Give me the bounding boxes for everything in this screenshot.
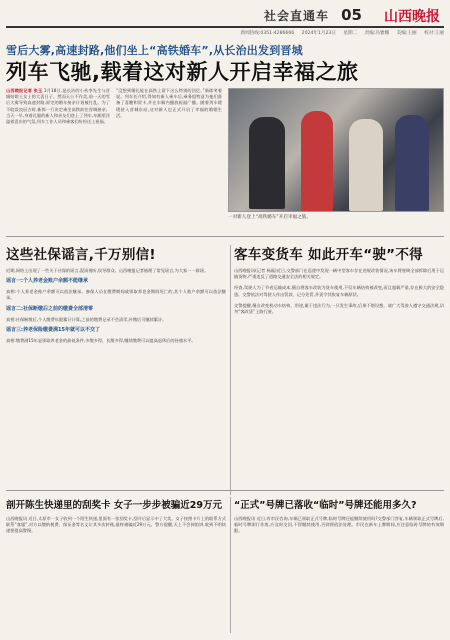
photo-caption: 一对新人登上“高铁婚车”开启幸福之旅。 <box>228 215 311 220</box>
lead-story-header <box>6 42 444 84</box>
lead-column-2 <box>116 88 222 228</box>
rumor-1-text: 真相:个人养老金账户余额可以依法继承。参保人员在缴费期间或领取养老金期间死亡的,其个人账户余额可以依法继承。 <box>6 289 226 301</box>
rumor-1-head: 谣言一:个人养老金账户余额不能继承 <box>6 278 89 285</box>
bus-to-truck-story <box>234 243 444 315</box>
lead-kicker: 雪后大雾,高速封路,他们坐上“高铁婚车”,从长治出发到晋城 <box>6 44 303 57</box>
rumor-3-text: 真相:缴费满15年是领取养老金的最低条件,多缴多得、长缴多得,继续缴费可以提高退休后的待遇水平。 <box>6 337 196 343</box>
lead-photo <box>228 88 444 212</box>
rumor-2-head: 谣言二:社保断缴后之前的缴费全部清零 <box>6 305 94 312</box>
lead-byline: 山西晚报记者 张玉 <box>6 88 43 93</box>
meta-hotline: 新闻热线:0351-4286666 <box>240 31 295 36</box>
bottom-column-divider <box>230 497 231 633</box>
rumor-2-text: 真相:社保断缴后,个人缴费年限累计计算,之前的缴费记录不会清零,补缴后可继续累计。 <box>6 316 167 322</box>
plate-title: “正式”号牌已落收“临时”号牌还能用多久? <box>234 500 417 511</box>
social-security-story <box>6 243 226 344</box>
rumor-3-head: 谣言三:养老保险缴费满15年就可以不交了 <box>6 326 100 333</box>
column-divider <box>230 245 231 495</box>
photo-person-3 <box>349 119 383 211</box>
social-security-title: 这些社保谣言,千万别信! <box>6 247 156 263</box>
lead-col2-text: “没想到婚礼能在高铁上留下这么特别的回忆。”新郎笑着说。列车长介绍,得知有新人乘车后,乘务组特意为他们准备了喜糖和贺卡,并在车厢内播放祝福广播。随着列车缓缓驶入晋城东站,这对新人也正式开启了幸福的婚姻生活。 <box>116 88 222 118</box>
lead-col1-text: 1月18日,是长治的小伙李先生与晋城姑娘王女士的大喜日子。然而天公不作美,前一天的雪后大雾导致高速封路,原定的婚车接亲计划被打乱。为了不耽误良辰吉时,新郎一行决定乘坐高铁前往晋城接亲。当天一早,身着礼服的新人和亲友们登上了列车,车厢里洋溢着喜庆的气氛,列车工作人员和乘客们纷纷送上祝福。 <box>6 88 110 125</box>
social-security-intro: 近期,网络上出现了一些关于社保的谣言,混淆视听,误导群众。山西晚报记者梳理了常见谣言,为大家一一辟谣。 <box>6 268 209 273</box>
bottom-stories <box>6 490 444 636</box>
photo-person-1 <box>249 117 285 209</box>
plate-text: 山西晚报讯 近日,有市民咨询,车辆已领取正式号牌,临时号牌还能继续使用吗?交警部门答复,车辆领取正式号牌后,临时号牌即行作废,应及时交回,不得继续使用,否则将依法处理。市民在新车上牌期间,应注意临时号牌的有效期限。 <box>234 516 444 534</box>
middle-stories <box>6 236 444 498</box>
lead-story-body <box>6 88 444 228</box>
bus-to-truck-title: 客车变货车 如此开车“驶”不得 <box>234 247 423 263</box>
photo-person-4 <box>395 115 429 211</box>
page-number: 05 <box>341 6 362 24</box>
masthead <box>6 6 444 28</box>
meta-line <box>6 28 444 38</box>
lead-headline: 列车飞驰,载着这对新人开启幸福之旅 <box>6 60 359 84</box>
section-name: 社会直通车 <box>263 9 329 23</box>
scam-title: 剖开陈生快递里的刮奖卡 女子一步步被骗近29万元 <box>6 500 223 511</box>
meta-editor: 责编:冯雅娜 <box>364 31 390 36</box>
meta-date: 2024年1月23日 <box>301 31 336 36</box>
paper-logo: 山西晚报 <box>384 9 440 25</box>
bus-to-truck-para-3: 交警提醒,擅自改变机动车结构、用途,属于违法行为,一旦发生事故,后果不堪设想。请广大驾驶人遵守交通法规,切勿“客改货”上路行驶。 <box>234 302 444 315</box>
scam-story <box>6 497 226 535</box>
bus-to-truck-para-1: 山西晚报讯(记者 杨磊)近日,交警部门在巡逻中发现一辆中型客车存在违规改装情况,该车将座椅全部拆除后用于运输货物,严重违反了道路交通安全法的相关规定。 <box>234 268 444 280</box>
meta-weekday: 星期二 <box>343 31 358 36</box>
plate-story <box>234 497 444 535</box>
meta-designer: 美编:王丽 <box>396 31 417 36</box>
photo-person-2 <box>301 111 333 211</box>
lead-column-1 <box>6 88 110 228</box>
scam-text: 山西晚报讯 近日,太原市一女子收到一个陌生快递,里面有一张刮奖卡,刮开后显示中了大奖。女子按照卡片上的联系方式联系“客服”,对方以缴纳税费、保证金等名义让其多次转账,最终被骗近29万元。警方提醒,天上不会掉馅饼,收到不明快递要提高警惕。 <box>6 516 226 534</box>
meta-proofreader: 校对:王丽 <box>424 31 444 36</box>
bus-to-truck-para-2: 经查,驾驶人为了节省运输成本,擅自将客车改装为货车使用,不仅车辆结构被改变,而且超载严重,存在极大的安全隐患。交警依法对驾驶人作出罚款、记分处罚,并责令其恢复车辆原状。 <box>234 285 444 297</box>
